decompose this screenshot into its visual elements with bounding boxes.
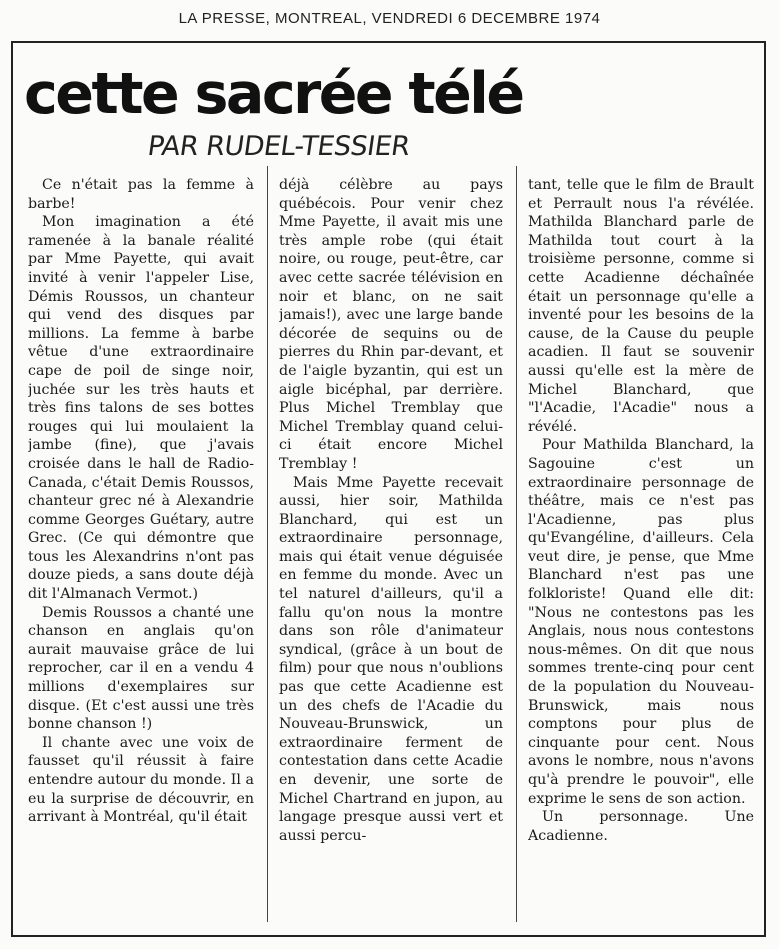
paragraph: tant, telle que le film de Brault et Perrault nous l'a révélée. Mathilda Blanchard parle de Mathilda tout court à la troisième personne, comme si cette Acadienne déchaînée était un personnage qu'elle a inventé pour les besoins de la cause, de la Cause du peuple acadien. Il faut se souvenir aussi qu'elle est la mère de Michel Blanchard, que "l'Acadie, l'Acadie" nous a révélé. [528, 177, 754, 435]
newspaper-masthead: LA PRESSE, MONTREAL, VENDREDI 6 DECEMBRE 1974 [178, 10, 601, 27]
article-column-1 [28, 176, 254, 921]
article-column-2 [279, 176, 503, 921]
column-rule [267, 166, 268, 922]
paragraph: Ce n'était pas la femme à barbe! [28, 177, 254, 212]
column-rule [516, 166, 517, 922]
paragraph: Pour Mathilda Blanchard, la Sagouine c'est un extraordinaire personnage de théâtre, mais ce n'est pas l'Acadienne, pas plus qu'Evangéline, d'ailleurs. Cela veut dire, je pense, que Mme Blanchard n'est pas une folkloriste! Quand elle dit: "Nous ne contestons pas les Anglais, nous nous contestons nous-mêmes. On dit que nous sommes trente-cinq pour cent de la population du Nouveau-Brunswick, mais nous comptons pour plus de cinquante pour cent. Nous avons le nombre, nous n'avons qu'à prendre le pouvoir", elle exprime le sens de son action. [528, 437, 754, 807]
paragraph: déjà célèbre au pays québécois. Pour venir chez Mme Payette, il avait mis une très ample robe (qui était noire, ou rouge, peut-être, car avec cette sacrée télévision en noir et blanc, on ne sait jamais!), avec une large bande décorée de sequins ou de pierres du Rhin par-devant, et de l'aigle byzantin, qui est un aigle bicéphal, par derrière. Plus Michel Tremblay que Michel Tremblay quand celui-ci était encore Michel Tremblay ! [279, 177, 503, 472]
paragraph: Il chante avec une voix de fausset qu'il réussit à faire entendre autour du monde. Il a eu la surprise de découvrir, en arrivant à Montréal, qu'il était [28, 734, 254, 826]
article-column-3 [528, 176, 754, 921]
article-byline: PAR RUDEL-TESSIER [145, 131, 412, 162]
paragraph: Demis Roussos a chanté une chanson en anglais qu'on aurait mauvaise grâce de lui reprocher, car il en a vendu 4 millions d'exemplaires sur disque. (Et c'est aussi une très bonne chanson !) [28, 604, 254, 733]
paragraph: Un personnage. Une Acadienne. [528, 809, 754, 844]
paragraph: Mon imagination a été ramenée à la banale réalité par Mme Payette, qui avait invité à venir l'appeler Lise, Démis Roussos, un chanteur qui vend des disques par millions. La femme à barbe vêtue d'une extraordinaire cape de poil de singe noir, juchée sur les très hauts et très fins talons de ses bottes rouges qui lui moulaient la jambe (fine), que j'avais croisée dans le hall de Radio-Canada, c'était Demis Roussos, chanteur grec né à Alexandrie comme Georges Guétary, autre Grec. (Ce qui démontre que tous les Alexandrins n'ont pas douze pieds, a sans doute déjà dit l'Almanach Vermot.) [28, 214, 254, 603]
paragraph: Mais Mme Payette recevait aussi, hier soir, Mathilda Blanchard, qui est un extraordinaire personnage, mais qui était venue déguisée en femme du monde. Avec un tel naturel d'ailleurs, qu'il a fallu qu'on nous la montre dans son rôle d'animateur syndical, (grâce à un bout de film) pour que nous n'oublions pas que cette Acadienne est un des chefs de l'Acadie du Nouveau-Brunswick, un extraordinaire ferment de contestation dans cette Acadie en devenir, une sorte de Michel Chartrand en jupon, au langage presque aussi vert et aussi percu- [279, 474, 503, 844]
article-title: cette sacrée télé [24, 61, 523, 127]
